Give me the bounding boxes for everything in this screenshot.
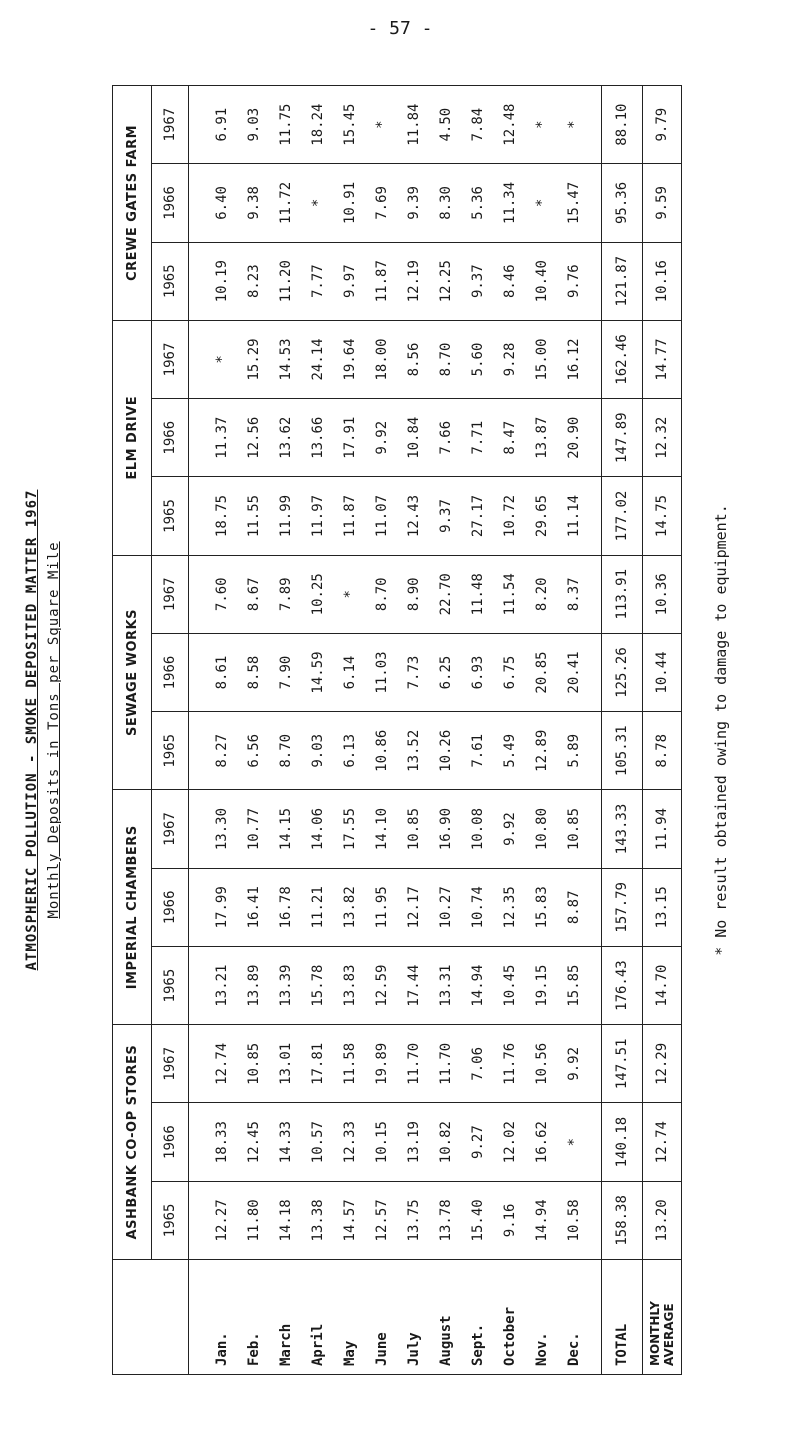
- total-value: 140.18: [602, 1103, 643, 1181]
- monthly-value: 18.33: [214, 1121, 230, 1164]
- monthly-value: 10.26: [438, 729, 454, 772]
- month-label: Nov.: [534, 1332, 550, 1366]
- monthly-value: 10.84: [406, 416, 422, 459]
- monthly-value: 11.75: [278, 103, 294, 146]
- month-label: April: [310, 1323, 326, 1366]
- monthly-value: 12.35: [502, 886, 518, 929]
- monthly-value: *: [566, 1137, 582, 1147]
- site-name: IMPERIAL CHAMBERS: [113, 790, 152, 1025]
- month-label: Feb.: [246, 1332, 262, 1366]
- monthly-value: 14.53: [278, 338, 294, 381]
- site-name: ELM DRIVE: [113, 320, 152, 555]
- monthly-value: 14.10: [374, 807, 390, 851]
- monthly-value: 12.56: [246, 416, 262, 459]
- monthly-value: 13.19: [406, 1121, 422, 1164]
- monthly-value: 16.12: [566, 338, 582, 381]
- month-label: October: [502, 1306, 518, 1366]
- average-value: 12.32: [643, 399, 682, 477]
- monthly-value: *: [534, 120, 550, 129]
- monthly-value: 12.48: [502, 103, 518, 146]
- monthly-value: 29.65: [534, 494, 550, 538]
- monthly-value: 11.84: [406, 103, 422, 146]
- monthly-value: 8.46: [502, 264, 518, 299]
- year-column-values: [189, 868, 602, 946]
- year-header: 1967: [152, 555, 189, 633]
- monthly-value: 12.25: [438, 260, 454, 303]
- monthly-value: 9.37: [470, 264, 486, 299]
- year-header: 1966: [152, 868, 189, 946]
- total-value: 158.38: [602, 1181, 643, 1259]
- monthly-value: 15.78: [310, 964, 326, 1007]
- average-value: 14.75: [643, 477, 682, 555]
- average-value: 12.29: [643, 1025, 682, 1103]
- monthly-value: *: [534, 198, 550, 208]
- site-header-row: [113, 86, 152, 1375]
- table-title: ATMOSPHERIC POLLUTION - SMOKE DEPOSITED MATTER 1967: [24, 489, 40, 971]
- year-column-values: [189, 242, 602, 320]
- monthly-values-row: [189, 86, 602, 1375]
- monthly-value: 17.91: [342, 416, 358, 459]
- month-label: Sept.: [470, 1323, 486, 1366]
- monthly-value: 13.66: [310, 416, 326, 459]
- monthly-value: 11.58: [342, 1042, 358, 1085]
- monthly-value: 13.52: [406, 729, 422, 772]
- year-header: 1966: [152, 633, 189, 711]
- average-value: 14.70: [643, 946, 682, 1024]
- monthly-value: 9.92: [566, 1046, 582, 1081]
- monthly-value: 12.59: [374, 964, 390, 1007]
- monthly-value: 12.17: [406, 886, 422, 929]
- month-labels: [189, 1260, 602, 1375]
- monthly-value: 7.77: [310, 264, 326, 299]
- year-column-values: [189, 712, 602, 790]
- monthly-value: 7.90: [278, 655, 294, 690]
- average-value: 11.94: [643, 790, 682, 868]
- monthly-value: 15.85: [566, 964, 582, 1007]
- monthly-value: 11.14: [566, 494, 582, 538]
- monthly-value: 6.13: [342, 733, 358, 768]
- monthly-value: 11.37: [214, 416, 230, 459]
- year-column-values: [189, 1181, 602, 1259]
- monthly-value: 10.40: [534, 260, 550, 303]
- month-label: May: [342, 1340, 358, 1366]
- monthly-value: 8.70: [278, 733, 294, 768]
- monthly-value: 14.59: [310, 651, 326, 694]
- monthly-value: 10.45: [502, 964, 518, 1007]
- monthly-value: 5.89: [566, 733, 582, 768]
- total-value: 88.10: [602, 86, 643, 164]
- monthly-value: 8.70: [438, 342, 454, 377]
- average-row: [643, 86, 682, 1375]
- monthly-value: 24.14: [310, 338, 326, 381]
- year-header-row: [152, 86, 189, 1375]
- monthly-value: 10.72: [502, 494, 518, 538]
- monthly-value: 10.58: [566, 1199, 582, 1242]
- year-header: 1966: [152, 399, 189, 477]
- monthly-value: 19.15: [534, 964, 550, 1007]
- deposits-table: [112, 85, 682, 1375]
- monthly-value: 10.80: [534, 807, 550, 851]
- monthly-value: 9.97: [342, 264, 358, 299]
- monthly-value: 10.77: [246, 807, 262, 851]
- monthly-value: 6.56: [246, 733, 262, 768]
- monthly-value: 19.89: [374, 1042, 390, 1085]
- year-header: 1966: [152, 164, 189, 242]
- corner-cell: [113, 1260, 189, 1375]
- monthly-value: 11.70: [406, 1042, 422, 1085]
- monthly-value: 9.27: [470, 1125, 486, 1159]
- year-header: 1967: [152, 86, 189, 164]
- monthly-value: 11.20: [278, 260, 294, 303]
- year-column-values: [189, 946, 602, 1024]
- monthly-value: 7.89: [278, 577, 294, 612]
- monthly-value: 10.74: [470, 886, 486, 929]
- average-value: 14.77: [643, 320, 682, 398]
- monthly-value: 11.97: [310, 494, 326, 538]
- average-value: 10.44: [643, 633, 682, 711]
- year-column-values: [189, 477, 602, 555]
- monthly-value: 6.93: [470, 655, 486, 690]
- year-column-values: [189, 320, 602, 398]
- monthly-value: 10.82: [438, 1121, 454, 1164]
- year-column-values: [189, 1025, 602, 1103]
- monthly-value: 18.75: [214, 494, 230, 538]
- monthly-value: 10.91: [342, 181, 358, 224]
- monthly-value: 17.55: [342, 807, 358, 851]
- monthly-value: 15.83: [534, 886, 550, 929]
- monthly-value: 14.33: [278, 1121, 294, 1164]
- monthly-value: 8.70: [374, 577, 390, 612]
- monthly-value: 8.90: [406, 577, 422, 612]
- monthly-value: 14.18: [278, 1199, 294, 1242]
- monthly-value: 11.99: [278, 494, 294, 538]
- footnote: * No result obtained owing to damage to equipment.: [712, 504, 730, 956]
- monthly-value: 20.85: [534, 651, 550, 694]
- monthly-value: 12.43: [406, 494, 422, 538]
- monthly-value: 14.06: [310, 807, 326, 851]
- monthly-value: 10.25: [310, 573, 326, 616]
- monthly-value: 13.31: [438, 964, 454, 1007]
- monthly-value: 8.47: [502, 420, 518, 455]
- year-column-values: [189, 164, 602, 242]
- month-label: Dec.: [566, 1332, 582, 1366]
- monthly-value: 10.27: [438, 886, 454, 929]
- monthly-value: 17.81: [310, 1042, 326, 1085]
- monthly-value: 22.70: [438, 573, 454, 616]
- monthly-value: 10.56: [534, 1042, 550, 1085]
- monthly-value: 5.49: [502, 733, 518, 768]
- monthly-value: 6.91: [214, 107, 230, 142]
- total-value: 95.36: [602, 164, 643, 242]
- year-column-values: [189, 555, 602, 633]
- monthly-value: 11.87: [374, 260, 390, 303]
- year-header: 1967: [152, 790, 189, 868]
- total-value: 176.43: [602, 946, 643, 1024]
- monthly-value: 6.25: [438, 655, 454, 690]
- monthly-value: 16.90: [438, 807, 454, 851]
- monthly-value: 16.41: [246, 886, 262, 929]
- monthly-value: 15.45: [342, 103, 358, 146]
- monthly-value: 12.57: [374, 1199, 390, 1242]
- total-value: 147.89: [602, 399, 643, 477]
- month-label: Jan.: [214, 1332, 230, 1366]
- monthly-value: 13.87: [534, 416, 550, 459]
- year-column-values: [189, 633, 602, 711]
- monthly-value: 13.39: [278, 964, 294, 1007]
- monthly-value: 8.87: [566, 890, 582, 925]
- monthly-value: 12.33: [342, 1121, 358, 1164]
- month-label: June: [374, 1332, 390, 1366]
- monthly-value: 9.76: [566, 264, 582, 299]
- monthly-value: 15.00: [534, 338, 550, 381]
- monthly-value: 10.85: [246, 1042, 262, 1085]
- monthly-value: 14.94: [534, 1199, 550, 1242]
- monthly-value: 7.84: [470, 107, 486, 142]
- monthly-value: 6.14: [342, 655, 358, 690]
- year-column-values: [189, 399, 602, 477]
- monthly-value: 11.87: [342, 494, 358, 538]
- monthly-value: 11.21: [310, 886, 326, 929]
- average-value: 13.20: [643, 1181, 682, 1259]
- monthly-value: 9.39: [406, 186, 422, 220]
- monthly-value: 7.60: [214, 577, 230, 612]
- monthly-value: 13.78: [438, 1199, 454, 1242]
- monthly-value: 16.62: [534, 1121, 550, 1164]
- table-subtitle: Monthly Deposits in Tons per Square Mile: [46, 541, 62, 919]
- average-value: 10.16: [643, 242, 682, 320]
- total-value: 105.31: [602, 712, 643, 790]
- monthly-value: 8.58: [246, 655, 262, 690]
- monthly-value: 12.74: [214, 1042, 230, 1085]
- monthly-value: 18.24: [310, 103, 326, 146]
- monthly-value: 4.50: [438, 107, 454, 142]
- year-header: 1967: [152, 320, 189, 398]
- monthly-value: 7.61: [470, 733, 486, 768]
- monthly-value: 10.15: [374, 1121, 390, 1164]
- year-header: 1965: [152, 477, 189, 555]
- total-value: 121.87: [602, 242, 643, 320]
- monthly-value: *: [566, 120, 582, 129]
- monthly-value: 8.37: [566, 577, 582, 612]
- monthly-value: 13.01: [278, 1042, 294, 1085]
- total-value: 113.91: [602, 555, 643, 633]
- monthly-value: 12.02: [502, 1121, 518, 1164]
- average-value: 8.78: [643, 712, 682, 790]
- monthly-value: 8.30: [438, 186, 454, 220]
- monthly-value: 7.69: [374, 186, 390, 220]
- page-number: - 57 -: [367, 18, 433, 39]
- monthly-value: 11.95: [374, 886, 390, 929]
- average-value: 13.15: [643, 868, 682, 946]
- monthly-value: 11.54: [502, 573, 518, 616]
- monthly-value: 11.72: [278, 181, 294, 224]
- monthly-value: 5.60: [470, 342, 486, 377]
- average-label: MONTHLY AVERAGE: [643, 1260, 682, 1375]
- monthly-value: 15.47: [566, 181, 582, 224]
- average-value: 12.74: [643, 1103, 682, 1181]
- monthly-value: 7.71: [470, 420, 486, 455]
- average-value: 9.79: [643, 86, 682, 164]
- monthly-value: 7.66: [438, 420, 454, 455]
- monthly-value: 10.19: [214, 260, 230, 303]
- total-value: 177.02: [602, 477, 643, 555]
- monthly-value: 13.21: [214, 964, 230, 1007]
- month-label: March: [278, 1323, 294, 1366]
- total-label: TOTAL: [602, 1260, 643, 1375]
- monthly-value: 15.29: [246, 338, 262, 381]
- monthly-value: 13.82: [342, 886, 358, 929]
- monthly-value: *: [214, 355, 230, 364]
- monthly-value: 15.40: [470, 1199, 486, 1242]
- total-value: 157.79: [602, 868, 643, 946]
- monthly-value: 18.00: [374, 338, 390, 381]
- site-name: CREWE GATES FARM: [113, 86, 152, 321]
- year-header: 1965: [152, 242, 189, 320]
- monthly-value: 8.27: [214, 733, 230, 768]
- monthly-value: 8.20: [534, 577, 550, 612]
- monthly-value: 19.64: [342, 338, 358, 381]
- total-value: 125.26: [602, 633, 643, 711]
- monthly-value: 9.16: [502, 1203, 518, 1238]
- total-value: 162.46: [602, 320, 643, 398]
- monthly-value: 9.38: [246, 186, 262, 220]
- monthly-value: *: [310, 198, 326, 208]
- monthly-value: *: [374, 120, 390, 129]
- site-name: SEWAGE WORKS: [113, 555, 152, 790]
- monthly-value: 8.56: [406, 342, 422, 377]
- month-label: July: [406, 1332, 422, 1366]
- monthly-value: 6.75: [502, 655, 518, 690]
- monthly-value: 9.28: [502, 342, 518, 377]
- monthly-value: 13.83: [342, 964, 358, 1007]
- monthly-value: 27.17: [470, 494, 486, 538]
- monthly-value: 11.34: [502, 181, 518, 224]
- monthly-value: 11.07: [374, 494, 390, 538]
- monthly-value: 12.19: [406, 260, 422, 303]
- year-column-values: [189, 1103, 602, 1181]
- monthly-value: 9.92: [374, 420, 390, 455]
- monthly-value: 6.40: [214, 186, 230, 220]
- monthly-value: 8.61: [214, 655, 230, 690]
- year-header: 1967: [152, 1025, 189, 1103]
- total-value: 143.33: [602, 790, 643, 868]
- monthly-value: 17.99: [214, 886, 230, 929]
- site-name: ASHBANK CO-OP STORES: [113, 1025, 152, 1260]
- year-header: 1966: [152, 1103, 189, 1181]
- monthly-value: 11.03: [374, 651, 390, 694]
- monthly-value: 10.86: [374, 729, 390, 772]
- year-header: 1965: [152, 712, 189, 790]
- monthly-value: 8.67: [246, 577, 262, 612]
- monthly-value: 20.90: [566, 416, 582, 459]
- monthly-value: 20.41: [566, 651, 582, 694]
- monthly-value: *: [342, 590, 358, 599]
- monthly-value: 10.85: [406, 807, 422, 851]
- monthly-value: 13.89: [246, 964, 262, 1007]
- monthly-value: 14.94: [470, 964, 486, 1007]
- total-row: [602, 86, 643, 1375]
- monthly-value: 16.78: [278, 886, 294, 929]
- year-header: 1965: [152, 946, 189, 1024]
- month-label: August: [438, 1315, 454, 1366]
- monthly-value: 10.85: [566, 807, 582, 851]
- year-column-values: [189, 790, 602, 868]
- monthly-value: 10.57: [310, 1121, 326, 1164]
- monthly-value: 17.44: [406, 964, 422, 1007]
- average-value: 9.59: [643, 164, 682, 242]
- monthly-value: 13.38: [310, 1199, 326, 1242]
- monthly-value: 12.27: [214, 1199, 230, 1242]
- monthly-value: 11.55: [246, 494, 262, 538]
- monthly-value: 11.70: [438, 1042, 454, 1085]
- year-header: 1965: [152, 1181, 189, 1259]
- monthly-value: 9.37: [438, 499, 454, 533]
- monthly-value: 7.73: [406, 655, 422, 690]
- monthly-value: 13.30: [214, 807, 230, 851]
- monthly-value: 7.06: [470, 1046, 486, 1081]
- monthly-value: 11.48: [470, 573, 486, 616]
- monthly-value: 12.89: [534, 729, 550, 772]
- monthly-value: 14.57: [342, 1199, 358, 1242]
- monthly-value: 9.03: [310, 733, 326, 768]
- year-column-values: [189, 86, 602, 164]
- monthly-value: 11.80: [246, 1199, 262, 1242]
- monthly-value: 5.36: [470, 186, 486, 220]
- monthly-value: 11.76: [502, 1042, 518, 1085]
- total-value: 147.51: [602, 1025, 643, 1103]
- monthly-value: 10.08: [470, 807, 486, 851]
- monthly-value: 9.03: [246, 107, 262, 142]
- monthly-value: 12.45: [246, 1121, 262, 1164]
- monthly-value: 13.75: [406, 1199, 422, 1242]
- monthly-value: 9.92: [502, 812, 518, 846]
- average-value: 10.36: [643, 555, 682, 633]
- monthly-value: 8.23: [246, 264, 262, 299]
- monthly-value: 14.15: [278, 807, 294, 851]
- rotated-table-region: [24, 85, 730, 1375]
- monthly-value: 13.62: [278, 416, 294, 459]
